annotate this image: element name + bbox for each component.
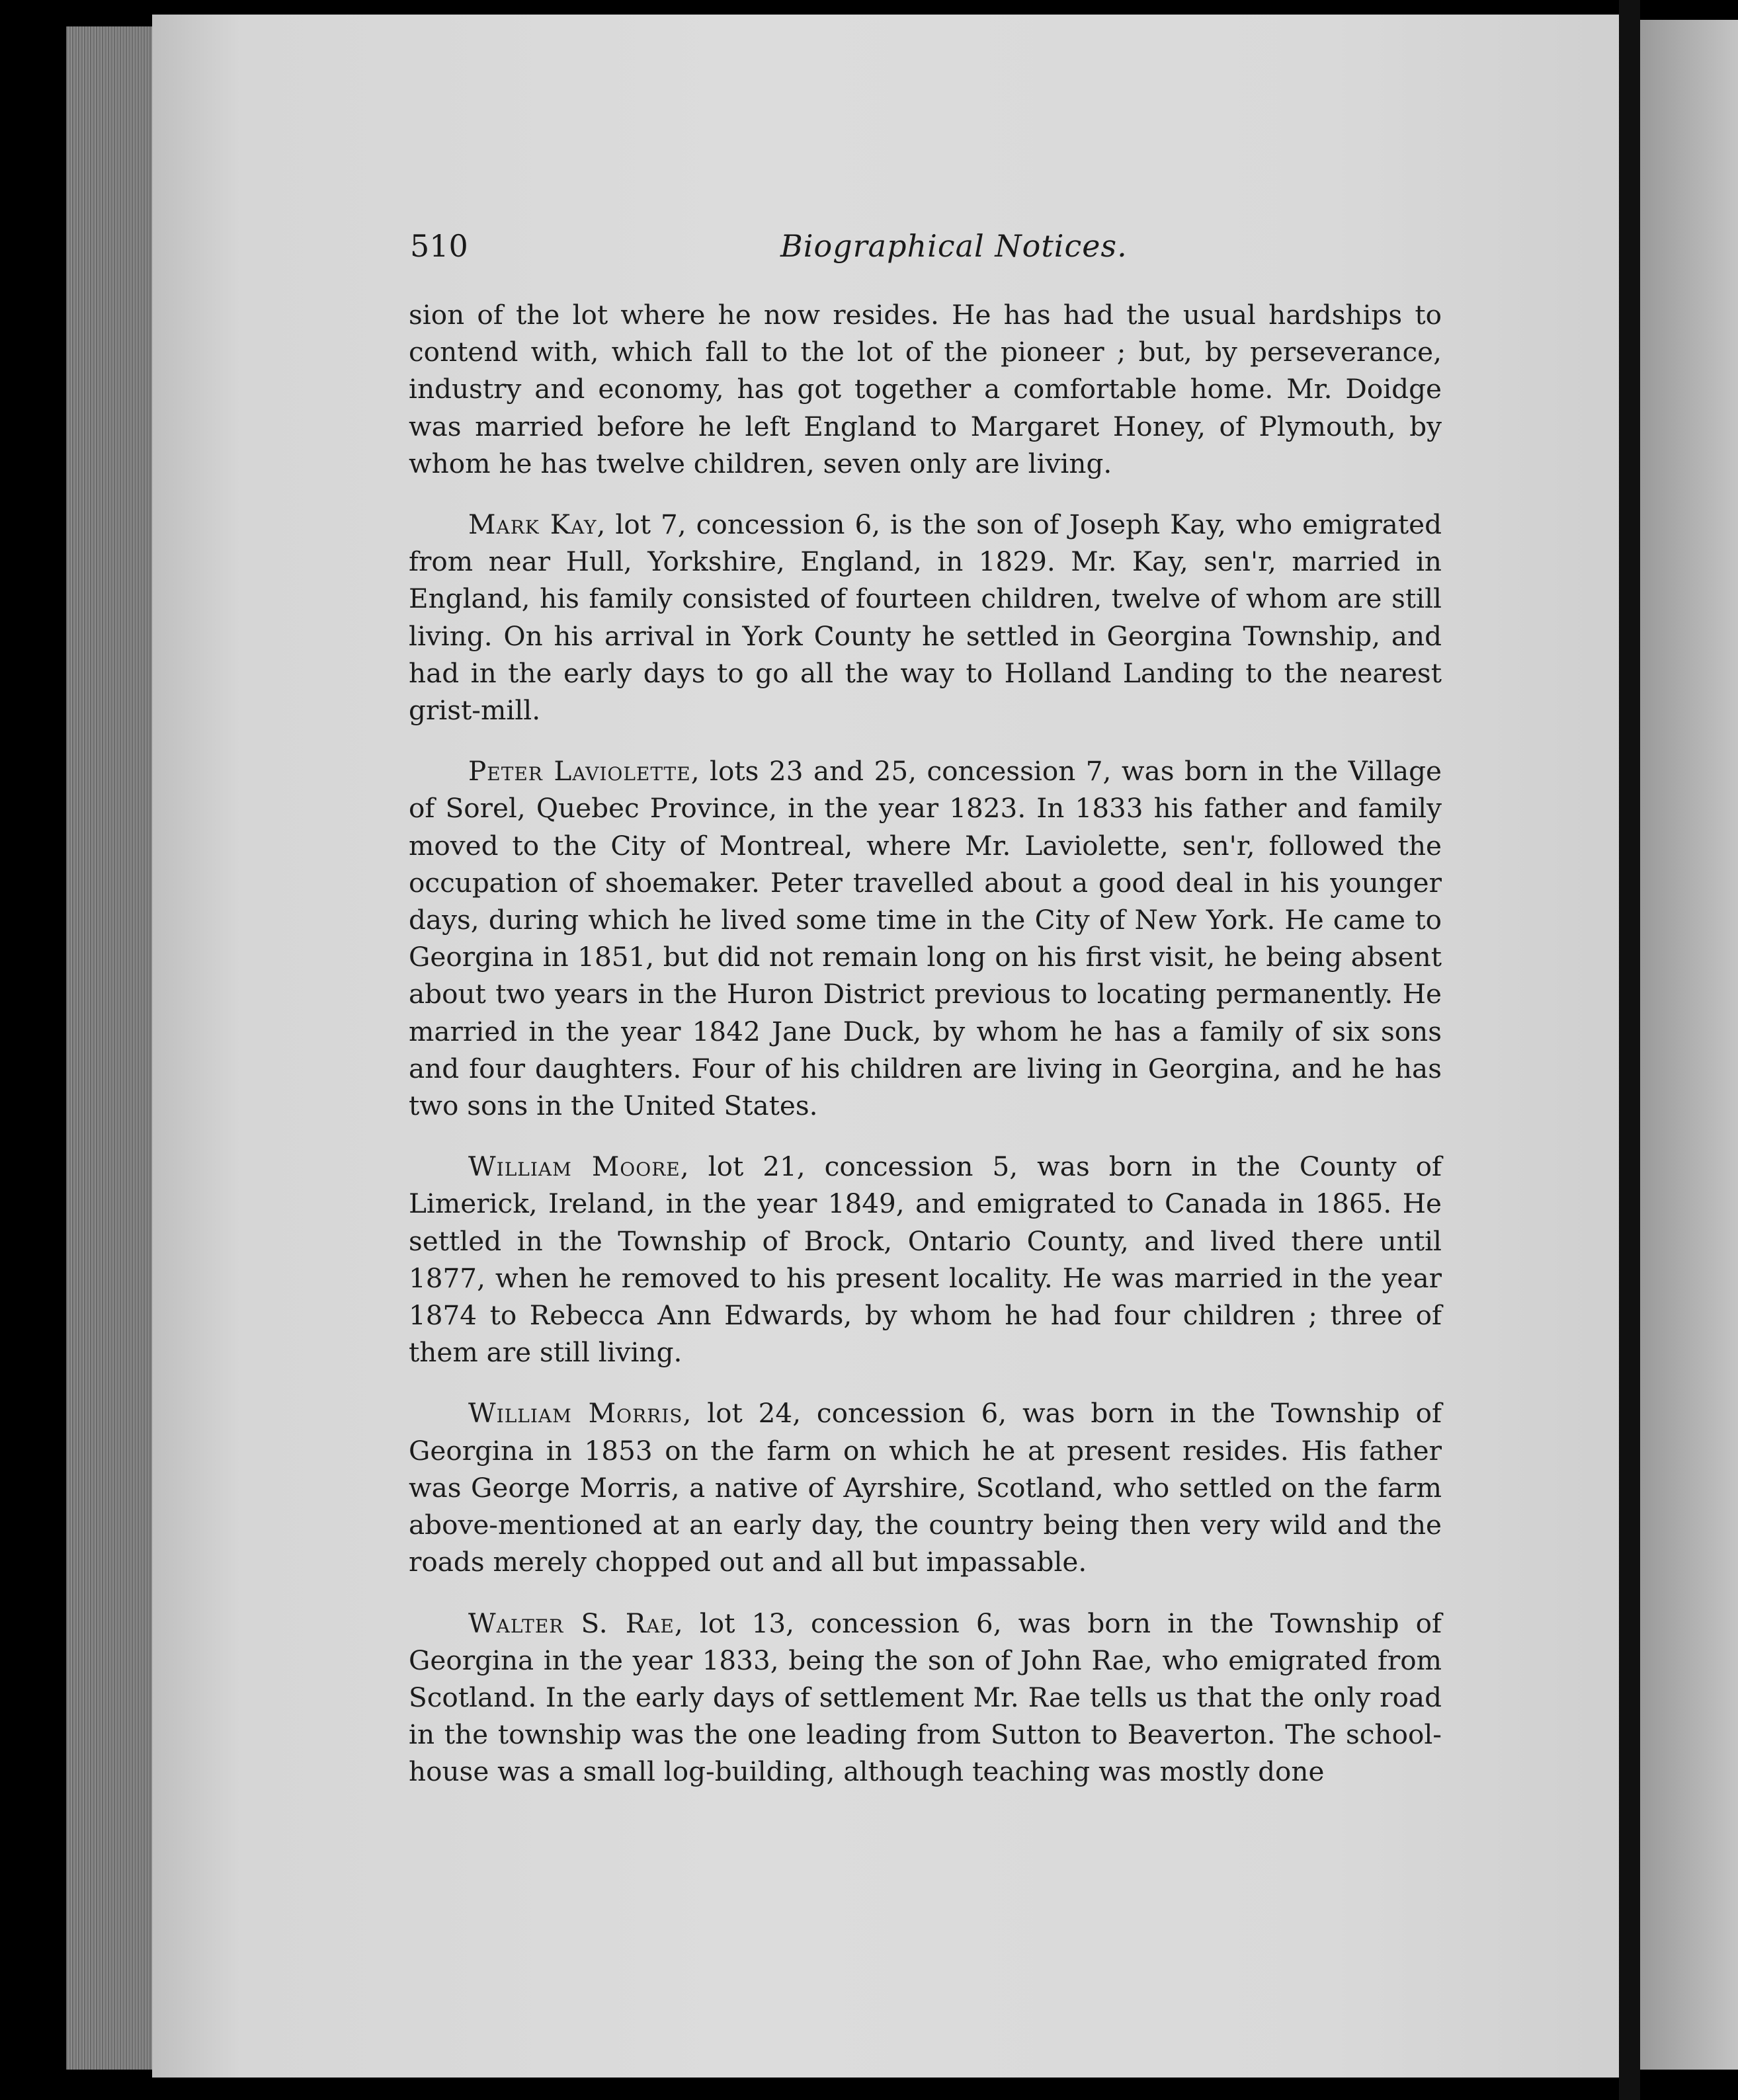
entry-mark-kay — [409, 506, 1442, 729]
entry-william-moore — [409, 1148, 1442, 1371]
entry-william-morris — [409, 1394, 1442, 1580]
entry-name: William Morris — [468, 1397, 683, 1430]
entry-peter-laviolette — [409, 752, 1442, 1124]
entry-walter-rae — [409, 1605, 1442, 1791]
entry-name: William Moore — [468, 1151, 681, 1183]
page-number: 510 — [410, 228, 468, 264]
book-page-edges — [66, 26, 165, 2070]
entry-text: , lots 23 and 25, concession 7, was born in the Village of Sorel, Quebec Province, in the year 1823. In 1833 his father and family moved to the City of Montreal, where Mr. Laviolette, sen'r, followed the occupation of shoemaker. Peter travelled about a good deal in his younger days, during which he lived some time in the City of New York. He came to Georgina in 1851, but did not remain long on his first visit, he being absent about two years in the Huron District previous to locating permanently. He married in the year 1842 Jane Duck, by whom he has a family of six sons and four daughters. Four of his children are living in Georgina, and he has two sons in the United States. — [409, 755, 1442, 1122]
entry-text: , lot 7, concession 6, is the son of Joseph Kay, who emigrated from near Hull, Yorkshire, England, in 1829. Mr. Kay, sen'r, married in England, his family consisted of fourteen children, twelve of whom are still living. On his arrival in York County he settled in Georgina Township, and had in the early days to go all the way to Holland Landing to the nearest grist-mill. — [409, 508, 1442, 727]
book-gutter — [1619, 0, 1640, 2100]
page-header — [410, 228, 1442, 274]
facing-page-edge — [1640, 20, 1738, 2070]
entry-text: , lot 13, concession 6, was born in the Township of Georgina in the year 1833, being the son of John Rae, who emigrated from Scotland. In the early days of settlement Mr. Rae tells us that the only road in the township was the one leading from Sutton to Beaverton. The school-house was a small log-building, although teaching was mostly done — [409, 1607, 1442, 1788]
running-title: Biographical Notices. — [780, 228, 1128, 264]
entry-name: Walter S. Rae — [468, 1607, 675, 1639]
entry-name: Peter Laviolette — [468, 755, 691, 788]
body-text — [409, 296, 1442, 1814]
entry-text: , lot 21, concession 5, was born in the County of Limerick, Ireland, in the year 1849, and emigrated to Canada in 1865. He settled in the Township of Brock, Ontario County, and lived there until 1877, when he removed to his present locality. He was married in the year 1874 to Rebecca Ann Edwards, by whom he had four children ; three of them are still living. — [409, 1151, 1442, 1369]
entry-name: Mark Kay — [468, 508, 597, 541]
entry-text: , lot 24, concession 6, was born in the Township of Georgina in 1853 on the farm on which he at present resides. His father was George Morris, a native of Ayrshire, Scotland, who settled on the farm above-mentioned at an early day, the country being then very wild and the roads merely chopped out and all but impassable. — [409, 1397, 1442, 1578]
paragraph-continuation — [409, 296, 1442, 482]
paragraph-text: sion of the lot where he now resides. He has had the usual hardships to contend with, which fall to the lot of the pioneer ; but, by perseverance, industry and economy, has got together a comfortable home. Mr. Doidge was married before he left England to Margaret Honey, of Plymouth, by whom he has twelve children, seven only are living. — [409, 299, 1442, 479]
